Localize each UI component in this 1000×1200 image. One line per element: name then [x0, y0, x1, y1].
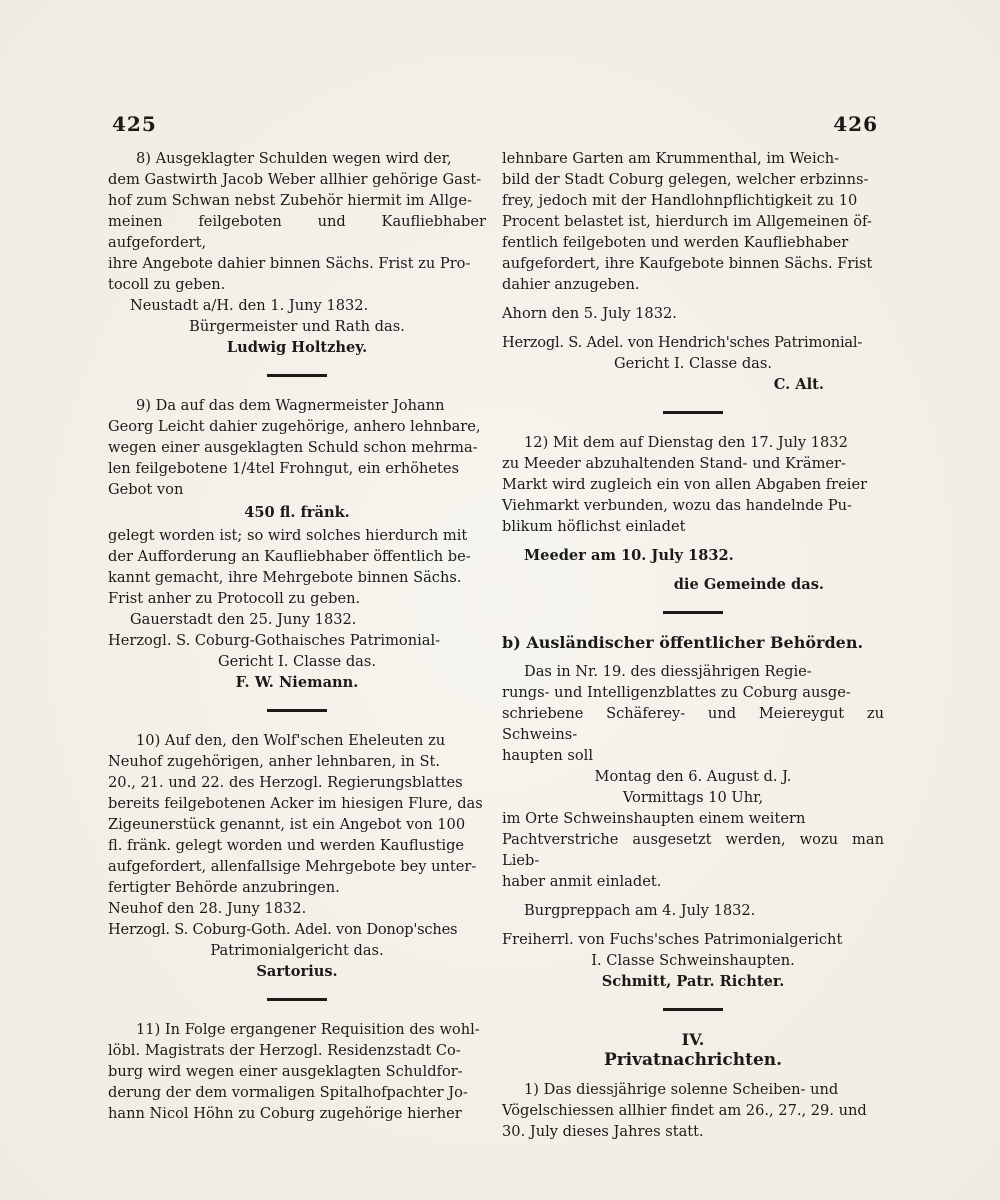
notice-11-continued — [502, 148, 884, 395]
notice-line: ihre Angebote dahier binnen Sächs. Frist zu Pro- — [108, 255, 471, 272]
signature: Sartorius. — [256, 963, 338, 980]
place-date: Ahorn den 5. July 1832. — [502, 305, 677, 322]
notice-line: fentlich feilgeboten und werden Kaufliebhaber — [502, 234, 849, 251]
spacer — [502, 892, 884, 900]
notice-line: dahier anzugeben. — [502, 276, 640, 293]
authority: Herzogl. S. Coburg-Goth. Adel. von Donop'sches — [108, 921, 458, 938]
place-date: Gauerstadt den 25. Juny 1832. — [130, 611, 357, 628]
notice-line: Markt wird zugleich ein von allen Abgaben freier — [502, 476, 868, 493]
notice-12 — [502, 432, 884, 595]
notice-line: 20., 21. und 22. des Herzogl. Regierungsblattes — [108, 774, 463, 791]
separator-rule — [267, 374, 327, 377]
authority: Gericht I. Classe das. — [613, 355, 773, 372]
section-heading-private-news: Privatnachrichten. — [603, 1050, 783, 1070]
signature: Ludwig Holtzhey. — [226, 339, 368, 356]
notice-line: Zigeunerstück genannt, ist ein Angebot von 100 — [108, 816, 466, 833]
notice-line: blikum höflichst einladet — [502, 518, 686, 535]
place-date: Neuhof den 28. Juny 1832. — [108, 900, 307, 917]
signature: die Gemeinde das. — [673, 576, 824, 593]
notice-line: Georg Leicht dahier zugehörige, anhero lehnbare, — [108, 418, 481, 435]
appointment-time: Vormittags 10 Uhr, — [622, 789, 764, 806]
notice-line: Procent belastet ist, hierdurch im Allgemeinen öf- — [502, 213, 872, 230]
notice-line: fl. fränk. gelegt worden und werden Kauflustige — [108, 837, 465, 854]
notice-line: hann Nicol Höhn zu Coburg zugehörige hierher — [108, 1105, 462, 1122]
private-notice-1 — [502, 1079, 884, 1142]
notice-line: zu Meeder abzuhaltenden Stand- und Krämer- — [502, 455, 846, 472]
notice-line: dem Gastwirth Jacob Weber allhier gehörige Gast- — [108, 171, 482, 188]
authority: Herzogl. S. Coburg-Gothaisches Patrimonial- — [108, 632, 441, 649]
notice-line: gelegt worden ist; so wird solches hierdurch mit — [108, 527, 468, 544]
authority: I. Classe Schweinshaupten. — [591, 952, 795, 969]
bid-amount: 450 fl. fränk. — [244, 504, 350, 521]
notice-line: Frist anher zu Protocoll zu geben. — [108, 590, 361, 607]
notice-line: len feilgebotene 1/4tel Frohngut, ein erhöhetes — [108, 460, 460, 477]
notice-line: haber anmit einladet. — [502, 873, 662, 890]
notice-line: Vögelschiessen allhier findet am 26., 27., 29. und — [502, 1102, 867, 1119]
notice-line: 12) Mit dem auf Dienstag den 17. July 1832 — [524, 434, 848, 451]
notice-line: hof zum Schwan nebst Zubehör hiermit im Allge- — [108, 192, 472, 209]
left-column — [108, 148, 486, 1124]
separator-rule — [663, 411, 723, 414]
notice-line: kannt gemacht, ihre Mehrgebote binnen Sächs. — [108, 569, 462, 586]
notice-line: aufgefordert, allenfallsige Mehrgebote bey unter- — [108, 858, 477, 875]
signature: C. Alt. — [773, 376, 824, 393]
signature: Schmitt, Patr. Richter. — [601, 973, 785, 990]
authority: Freiherrl. von Fuchs'sches Patrimonialgericht — [502, 931, 843, 948]
place-date: Neustadt a/H. den 1. Juny 1832. — [130, 297, 369, 314]
notice-b — [502, 661, 884, 992]
separator-rule — [267, 709, 327, 712]
notice-line: frey, jedoch mit der Handlohnpflichtigkeit zu 10 — [502, 192, 858, 209]
notice-line: Viehmarkt verbunden, wozu das handelnde Pu- — [502, 497, 852, 514]
spacer — [502, 537, 884, 545]
notice-line: burg wird wegen einer ausgeklagten Schuldfor- — [108, 1063, 463, 1080]
notice-9 — [108, 395, 486, 693]
notice-line: schriebene Schäferey- und Meiereygut zu Schweins- — [502, 705, 884, 743]
notice-line: 9) Da auf das dem Wagnermeister Johann — [136, 397, 445, 414]
notice-line: Das in Nr. 19. des diessjährigen Regie- — [524, 663, 812, 680]
place-date: Meeder am 10. July 1832. — [524, 547, 734, 564]
notice-line: 8) Ausgeklagter Schulden wegen wird der, — [136, 150, 452, 167]
notice-line: Gebot von — [108, 481, 184, 498]
notice-line: meinen feilgeboten und Kaufliebhaber aufgefordert, — [108, 213, 486, 251]
notice-8 — [108, 148, 486, 358]
notice-line: aufgefordert, ihre Kaufgebote binnen Sächs. Frist — [502, 255, 873, 272]
authority: Herzogl. S. Adel. von Hendrich'sches Patrimonial- — [502, 334, 863, 351]
appointment-date: Montag den 6. August d. J. — [594, 768, 792, 785]
notice-line: tocoll zu geben. — [108, 276, 226, 293]
right-column — [502, 148, 884, 1142]
spacer — [502, 295, 884, 303]
notice-line: im Orte Schweinshaupten einem weitern — [502, 810, 806, 827]
page-number-left: 425 — [112, 112, 157, 136]
notice-line: fertigter Behörde anzubringen. — [108, 879, 340, 896]
section-heading-b: b) Ausländischer öffentlicher Behörden. — [502, 633, 864, 652]
notice-line: bereits feilgebotenen Acker im hiesigen Flure, das — [108, 795, 483, 812]
notice-line: derung der dem vormaligen Spitalhofpachter Jo- — [108, 1084, 468, 1101]
authority: Bürgermeister und Rath das. — [189, 318, 405, 335]
spacer — [502, 324, 884, 332]
notice-line: der Aufforderung an Kaufliebhaber öffentlich be- — [108, 548, 471, 565]
notice-line: wegen einer ausgeklagten Schuld schon mehrma- — [108, 439, 478, 456]
signature: F. W. Niemann. — [235, 674, 359, 691]
notice-line: lehnbare Garten am Krummenthal, im Weich- — [502, 150, 840, 167]
authority: Gericht I. Classe das. — [217, 653, 377, 670]
separator-rule — [267, 998, 327, 1001]
page-number-right: 426 — [833, 112, 878, 136]
spacer — [502, 921, 884, 929]
separator-rule — [663, 611, 723, 614]
authority: Patrimonialgericht das. — [210, 942, 384, 959]
notice-line: haupten soll — [502, 747, 593, 764]
notice-line: 30. July dieses Jahres statt. — [502, 1123, 704, 1140]
notice-line: 10) Auf den, den Wolf'schen Eheleuten zu — [136, 732, 446, 749]
notice-line: rungs- und Intelligenzblattes zu Coburg ausge- — [502, 684, 851, 701]
notice-line: Pachtverstriche ausgesetzt werden, wozu man Lieb- — [502, 831, 884, 869]
notice-line: bild der Stadt Coburg gelegen, welcher erbzinns- — [502, 171, 869, 188]
separator-rule — [663, 1008, 723, 1011]
place-date: Burgpreppach am 4. July 1832. — [524, 902, 756, 919]
notice-line: Neuhof zugehörigen, anher lehnbaren, in St. — [108, 753, 440, 770]
notice-line: 11) In Folge ergangener Requisition des wohl- — [136, 1021, 480, 1038]
notice-10 — [108, 730, 486, 982]
notice-11 — [108, 1019, 486, 1124]
section-heading-iv: IV. — [681, 1030, 705, 1049]
notice-line: 1) Das diessjährige solenne Scheiben- und — [524, 1081, 839, 1098]
notice-line: löbl. Magistrats der Herzogl. Residenzstadt Co- — [108, 1042, 461, 1059]
spacer — [502, 566, 884, 574]
